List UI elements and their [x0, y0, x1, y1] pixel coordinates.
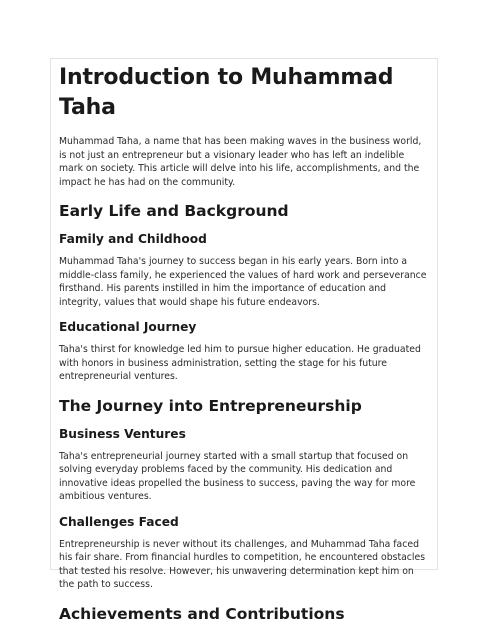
subsection-heading-family: Family and Childhood: [59, 232, 207, 246]
document-title: Introduction to Muhammad Taha: [59, 65, 394, 120]
family-paragraph: Muhammad Taha's journey to success began in his early years. Born into a middle-class family, he experienced the values of hard work and perseverance firsthand. His parents instilled in him the importance of education and integrity, values that would shape his future endeavors.: [59, 256, 427, 308]
document-page: [50, 58, 438, 623]
challenges-paragraph: Entrepreneurship is never without its challenges, and Muhammad Taha faced his fair share. From financial hurdles to competition, he encountered obstacles that tested his resolve. However, his unwavering determination kept him on the path to success.: [59, 538, 426, 590]
section-heading-achievements: Achievements and Contributions: [59, 604, 345, 623]
section-heading-entrepreneurship: The Journey into Entrepreneurship: [59, 396, 362, 415]
subsection-heading-education: Educational Journey: [59, 320, 197, 334]
section-heading-early-life: Early Life and Background: [59, 202, 289, 220]
subsection-heading-challenges: Challenges Faced: [59, 514, 179, 529]
business-ventures-paragraph: Taha's entrepreneurial journey started with a small startup that focused on solving everyday problems faced by the community. His dedication and innovative ideas propelled the business to success, paving the way for more ambitious ventures.: [59, 450, 416, 502]
education-paragraph: Taha's thirst for knowledge led him to pursue higher education. He graduated with honors in business administration, setting the stage for his future entrepreneurial ventures.: [59, 344, 421, 382]
subsection-heading-business-ventures: Business Ventures: [59, 426, 186, 441]
intro-paragraph: Muhammad Taha, a name that has been making waves in the business world, is not just an entrepreneur but a visionary leader who has left an indelible mark on society. This article will delve into his life, accomplishments, and the impact he has had on the community.: [59, 136, 422, 188]
